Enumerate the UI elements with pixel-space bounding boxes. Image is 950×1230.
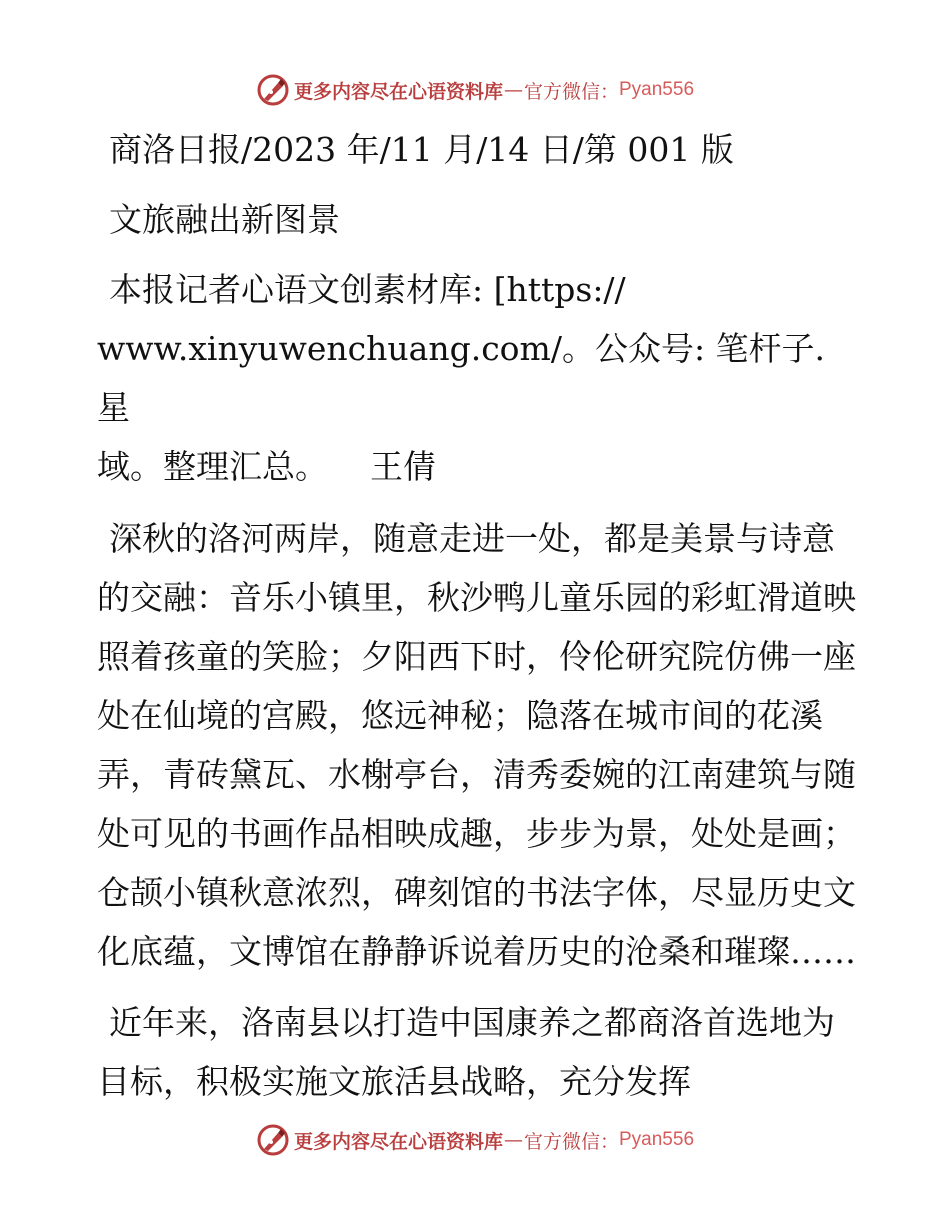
- banner-main-text: 更多内容尽在心语资料库: [293, 80, 503, 103]
- banner-wechat-id: Pyan556: [619, 1129, 695, 1150]
- banner-wechat-id: Pyan556: [619, 79, 695, 100]
- footer-banner: [0, 1120, 950, 1160]
- article-paragraph-2: 近年来，洛南县以打造中国康养之都商洛首选地为目标，积极实施文旅活县战略，充分发挥: [97, 1003, 835, 1101]
- banner-sub-text: 官方微信：: [523, 80, 619, 103]
- banner-dash: —: [503, 1129, 523, 1151]
- pen-logo-icon: [256, 73, 290, 107]
- article: [97, 120, 857, 1111]
- article-byline-line-3: 域。整理汇总。 王倩: [97, 447, 436, 486]
- article-byline-line-2: www.xinyuwenchuang.com/。公众号: 笔杆子.星: [97, 329, 826, 427]
- banner-main-text: 更多内容尽在心语资料库: [293, 1130, 503, 1153]
- header-banner: [0, 70, 950, 110]
- banner-dash: —: [503, 79, 523, 101]
- article-paragraph-1: 深秋的洛河两岸，随意走进一处，都是美景与诗意的交融：音乐小镇里，秋沙鸭儿童乐园的彩虹滑道映照着孩童的笑脸；夕阳西下时，伶伦研究院仿佛一座处在仙境的宫殿，悠远神秘；隐落在城市间的花溪弄，青砖黛瓦、水榭亭台，清秀委婉的江南建筑与随处可见的书画作品相映成趣，步步为景，处处是画；仓颉小镇秋意浓烈，碑刻馆的书法字体，尽显历史文化底蕴，文博馆在静静诉说着历史的沧桑和璀璨……: [97, 519, 856, 971]
- banner-sub-text: 官方微信：: [523, 1130, 619, 1153]
- pen-logo-icon: [256, 1123, 290, 1157]
- article-meta: 商洛日报/2023 年/11 月/14 日/第 001 版: [109, 130, 734, 169]
- article-title: 文旅融出新图景: [109, 200, 340, 239]
- article-byline-line-1: 本报记者心语文创素材库: [https://: [109, 270, 626, 309]
